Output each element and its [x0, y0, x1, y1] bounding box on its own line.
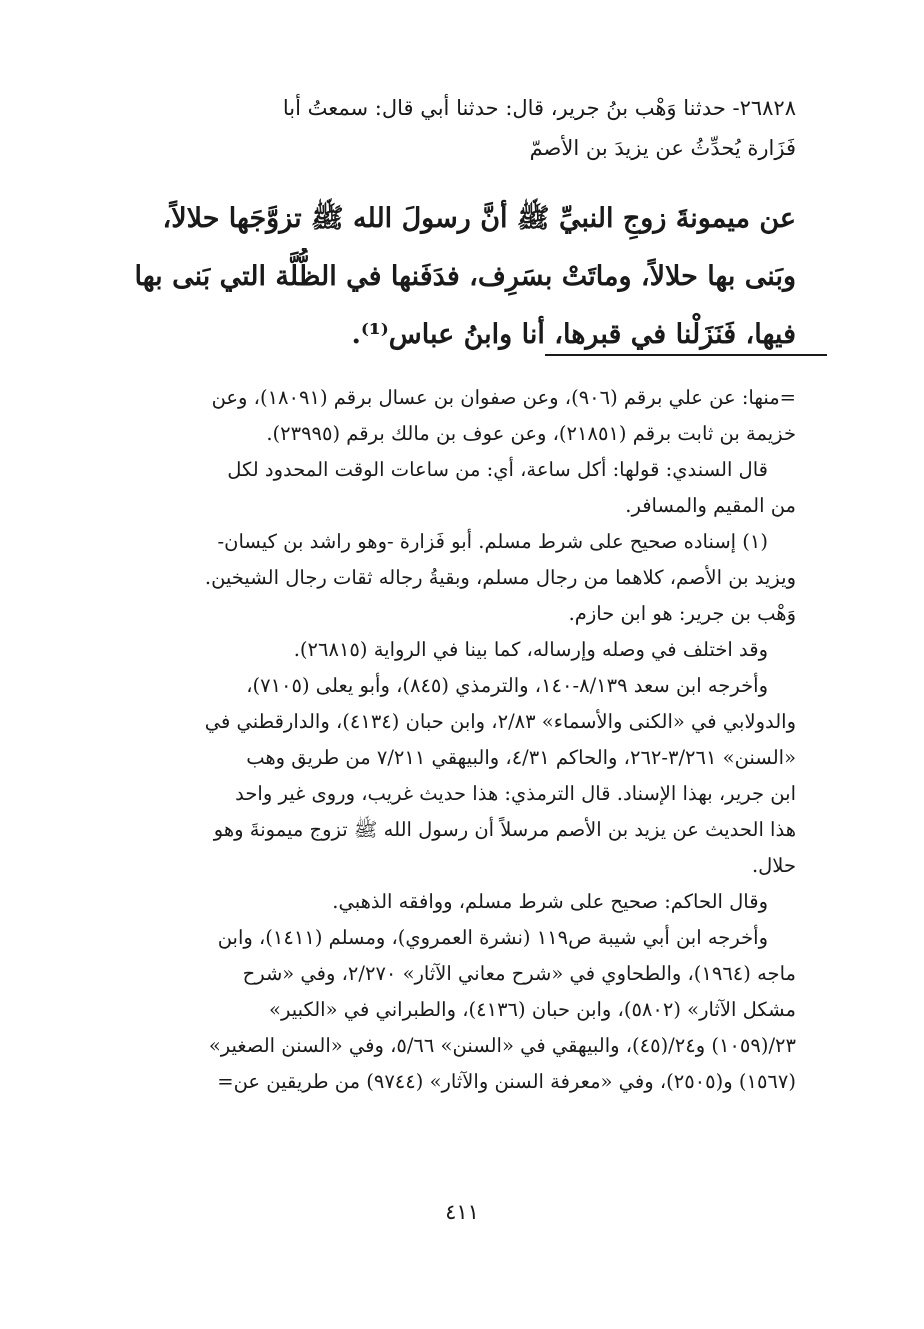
page-number: ٤١١	[445, 1200, 479, 1224]
footnote-line: ابن جرير، بهذا الإسناد. قال الترمذي: هذا حديث غريب، وروى غير واحد	[235, 782, 796, 805]
footnote-line: ٢٣/(١٠٥٩) و٢٤/(٤٥)، والبيهقي في «السنن» ٥/٦٦، وفي «السنن الصغير»	[208, 1034, 796, 1057]
matn-line: عن ميمونةَ زوجِ النبيِّ ﷺ أنَّ رسولَ الله ﷺ تزوَّجَها حلالاً،	[162, 203, 796, 234]
hadith-isnad	[126, 88, 796, 168]
footnote-line: والدولابي في «الكنى والأسماء» ٢/٨٣، وابن حبان (٤١٣٤)، والدارقطني في	[204, 710, 796, 733]
footnote-line: ويزيد بن الأصم، كلاهما من رجال مسلم، وبقيةُ رجاله ثقات رجال الشيخين.	[204, 566, 796, 589]
footnote-line: «السنن» ٣/٢٦١-٢٦٢، والحاكم ٤/٣١، والبيهقي ٧/٢١١ من طريق وهب	[246, 746, 796, 769]
footnote-line: وقد اختلف في وصله وإرساله، كما بينا في الرواية (٢٦٨١٥).	[293, 638, 768, 661]
footnote-line: (١) إسناده صحيح على شرط مسلم. أبو فَزارة -وهو راشد بن كيسان-	[217, 530, 768, 553]
footnote-line: وأخرجه ابن أبي شيبة ص١١٩ (نشرة العمروي)، ومسلم (١٤١١)، وابن	[217, 926, 768, 949]
footnote-line: هذا الحديث عن يزيد بن الأصم مرسلاً أن رسول الله ﷺ تزوج ميمونةَ وهو	[213, 818, 796, 841]
footnote-line: (١٥٦٧) و(٢٥٠٥)، وفي «معرفة السنن والآثار» (٩٧٤٤) من طريقين عن=	[217, 1070, 796, 1093]
footnote-line: خزيمة بن ثابت برقم (٢١٨٥١)، وعن عوف بن مالك برقم (٢٣٩٩٥).	[266, 422, 796, 445]
footnote-line: مشكل الآثار» (٥٨٠٢)، وابن حبان (٤١٣٦)، والطبراني في «الكبير»	[269, 998, 796, 1021]
footnote-line: وقال الحاكم: صحيح على شرط مسلم، ووافقه الذهبي.	[332, 890, 768, 913]
footnote-line: =منها: عن علي برقم (٩٠٦)، وعن صفوان بن عسال برقم (١٨٠٩١)، وعن	[211, 386, 796, 409]
matn-line: وبَنى بها حلالاً، وماتَتْ بسَرِف، فدَفَنها في الظُّلَّة التي بَنى بها	[134, 261, 796, 292]
footnotes	[126, 380, 796, 1100]
footnote-separator	[545, 354, 827, 356]
footnote-line: ماجه (١٩٦٤)، والطحاوي في «شرح معاني الآثار» ٢/٢٧٠، وفي «شرح	[242, 962, 796, 985]
footnote-line: وَهْب بن جرير: هو ابن حازم.	[568, 602, 796, 625]
isnad-line: ٢٦٨٢٨- حدثنا وَهْب بنُ جرير، قال: حدثنا أبي قال: سمعتُ أبا	[282, 96, 796, 120]
isnad-line: فَزَارة يُحدِّثُ عن يزيدَ بن الأصمّ	[529, 136, 796, 160]
footnote-line: قال السندي: قولها: أكل ساعة، أي: من ساعات الوقت المحدود لكل	[227, 458, 768, 481]
hadith-matn	[126, 190, 796, 364]
footnote-line: من المقيم والمسافر.	[625, 494, 796, 517]
footnote-line: وأخرجه ابن سعد ٨/١٣٩-١٤٠، والترمذي (٨٤٥)، وأبو يعلى (٧١٠٥)،	[246, 674, 768, 697]
matn-line: فيها، فَنَزَلْنا في قبرها، أنا وابنُ عباس⁽¹⁾.	[351, 319, 796, 350]
footnote-line: حلال.	[751, 854, 796, 877]
